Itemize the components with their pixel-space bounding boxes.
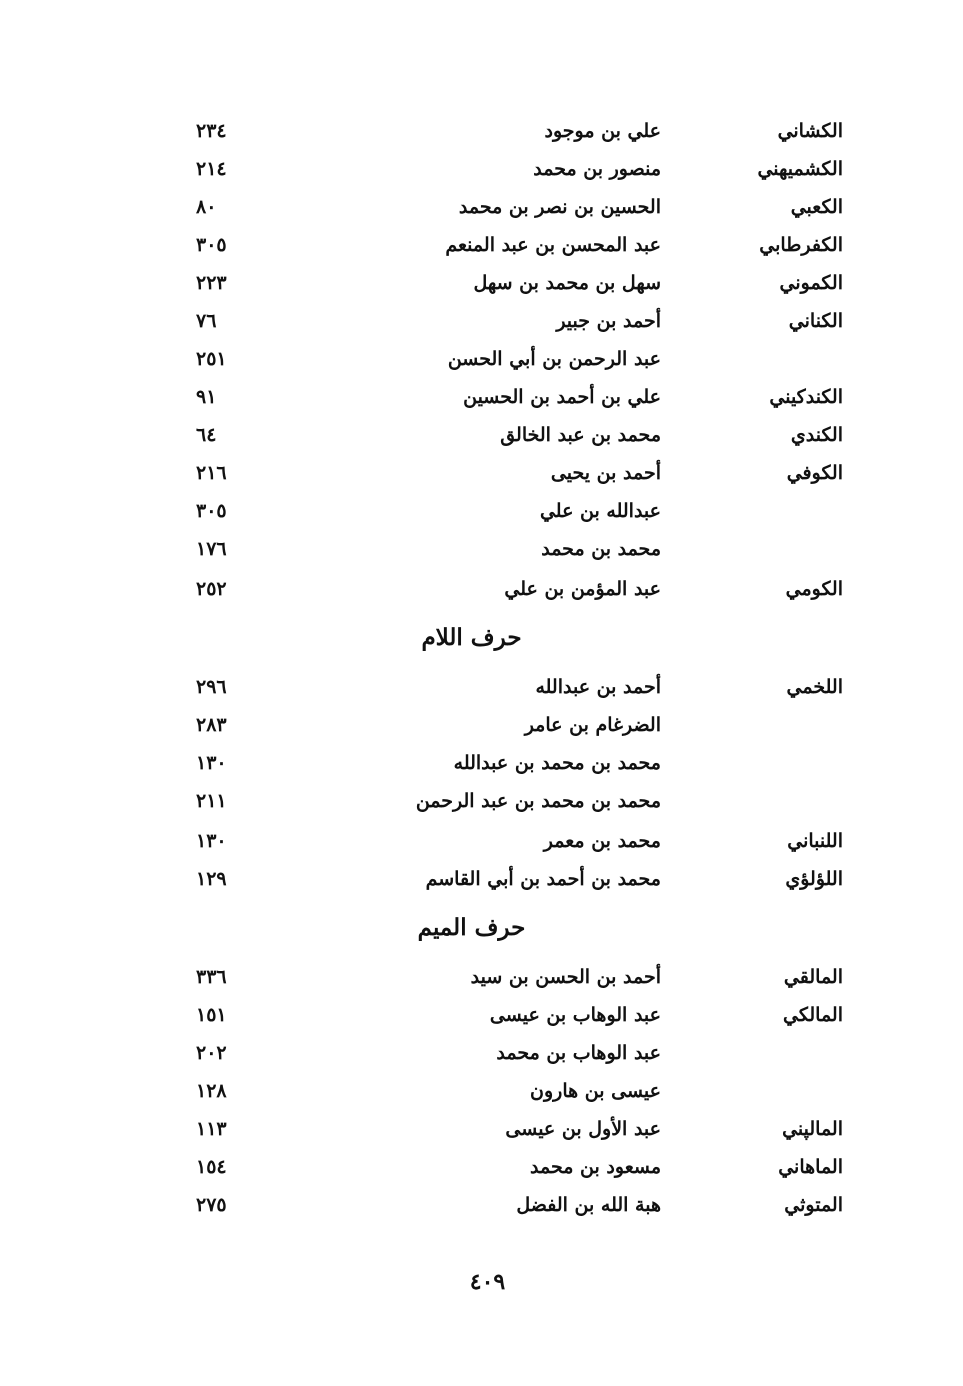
index-entry	[0, 454, 963, 492]
page-reference: ٢٥١	[196, 348, 227, 370]
index-entry	[0, 150, 963, 188]
person-name: أحمد بن يحيى	[550, 462, 661, 484]
index-entry	[0, 264, 963, 302]
person-name: محمد بن عبد الخالق	[500, 424, 661, 446]
index-entry	[0, 492, 963, 530]
page-reference: ١٣٠	[196, 830, 227, 852]
index-entry	[0, 112, 963, 150]
page-reference: ٢٨٣	[196, 714, 227, 736]
nisba-label: الماهاني	[778, 1156, 843, 1178]
person-name: محمد بن محمد	[541, 538, 661, 560]
person-name: عبد الوهاب بن عيسى	[489, 1004, 661, 1026]
page-reference: ٣٠٥	[196, 500, 227, 522]
person-name: أحمد بن عبدالله	[535, 676, 661, 698]
index-entry	[0, 340, 963, 378]
section-heading-text: حرف اللام	[421, 624, 522, 651]
index-entry	[0, 706, 963, 744]
person-name: علي بن موجود	[544, 120, 661, 142]
page-reference: ٢٥٢	[196, 578, 227, 600]
index-entry	[0, 744, 963, 782]
nisba-label: اللخمي	[786, 676, 843, 698]
person-name: عبد الوهاب بن محمد	[496, 1042, 661, 1064]
page-reference: ٣٠٥	[196, 234, 227, 256]
person-name: علي بن أحمد بن الحسين	[463, 386, 661, 408]
page-reference: ١٥١	[196, 1004, 227, 1026]
page-reference: ٢٣٤	[196, 120, 227, 142]
nisba-label: الكندكيني	[769, 386, 843, 408]
page-reference: ٢١٤	[196, 158, 227, 180]
index-entry	[0, 188, 963, 226]
nisba-label: المتوثي	[784, 1194, 843, 1216]
index-entry	[0, 226, 963, 264]
nisba-label: الكندي	[790, 424, 843, 446]
nisba-label: الكناني	[788, 310, 843, 332]
person-name: الحسين بن نصر بن محمد	[458, 196, 661, 218]
nisba-label: الكعبي	[790, 196, 843, 218]
person-name: محمد بن أحمد بن أبي القاسم	[425, 868, 661, 890]
page-reference: ١١٣	[196, 1118, 227, 1140]
person-name: هبة الله بن الفضل	[516, 1194, 661, 1216]
person-name: عبد المحسن بن عبد المنعم	[445, 234, 661, 256]
page-reference: ٢٢٣	[196, 272, 227, 294]
nisba-label: الكشاني	[777, 120, 843, 142]
index-entry	[0, 570, 963, 608]
person-name: عبد الرحمن بن أبي الحسن	[447, 348, 661, 370]
index-entry	[0, 378, 963, 416]
page-reference: ٣٣٦	[196, 966, 227, 988]
index-entry	[0, 1148, 963, 1186]
page-reference: ٧٦	[196, 310, 217, 332]
index-entry	[0, 1072, 963, 1110]
index-entry	[0, 958, 963, 996]
page-reference: ١٢٩	[196, 868, 227, 890]
index-entry	[0, 668, 963, 706]
person-name: محمد بن معمر	[543, 830, 661, 852]
page-reference: ١٢٨	[196, 1080, 227, 1102]
index-entry	[0, 996, 963, 1034]
nisba-label: الكموني	[779, 272, 843, 294]
person-name: الضرغام بن عامر	[524, 714, 661, 736]
nisba-label: الكفرطابي	[759, 234, 843, 256]
index-entry	[0, 416, 963, 454]
nisba-label: الكشميهني	[757, 158, 843, 180]
index-entry	[0, 822, 963, 860]
page-reference: ٢٧٥	[196, 1194, 227, 1216]
nisba-label: الكومي	[785, 578, 843, 600]
nisba-label: اللنباني	[787, 830, 843, 852]
index-entry	[0, 302, 963, 340]
nisba-label: الكوفي	[786, 462, 843, 484]
index-entry	[0, 530, 963, 568]
person-name: أحمد بن جبير	[556, 310, 661, 332]
nisba-label: المالكي	[783, 1004, 843, 1026]
index-entry	[0, 1186, 963, 1224]
person-name: عبدالله بن علي	[539, 500, 661, 522]
page-reference: ٢٠٢	[196, 1042, 227, 1064]
person-name: منصور بن محمد	[533, 158, 661, 180]
page-reference: ١٥٤	[196, 1156, 227, 1178]
person-name: سهل بن محمد بن سهل	[473, 272, 661, 294]
nisba-label: المالپني	[782, 1118, 843, 1140]
person-name: عبد المؤمن بن علي	[504, 578, 661, 600]
page-reference: ٨٠	[196, 196, 217, 218]
person-name: محمد بن محمد بن عبد الرحمن	[415, 790, 661, 812]
page-number	[0, 1262, 963, 1302]
section-heading-mim	[0, 908, 963, 948]
index-entry	[0, 860, 963, 898]
page-reference: ٢٩٦	[196, 676, 227, 698]
page-reference: ١٧٦	[196, 538, 227, 560]
person-name: محمد بن محمد بن عبدالله	[453, 752, 661, 774]
section-heading-lam	[0, 618, 963, 658]
index-entry	[0, 782, 963, 820]
person-name: مسعود بن محمد	[530, 1156, 661, 1178]
person-name: أحمد بن الحسن بن سيد	[470, 966, 661, 988]
index-entry	[0, 1034, 963, 1072]
page-reference: ٦٤	[196, 424, 217, 446]
index-entry	[0, 1110, 963, 1148]
nisba-label: المالقي	[783, 966, 843, 988]
page-reference: ٢١١	[196, 790, 227, 812]
section-heading-text: حرف الميم	[417, 914, 526, 941]
person-name: عيسى بن هارون	[530, 1080, 661, 1102]
nisba-label: اللؤلؤي	[785, 868, 843, 890]
person-name: عبد الأول بن عيسى	[505, 1118, 661, 1140]
page-reference: ١٣٠	[196, 752, 227, 774]
page-reference: ٩١	[196, 386, 217, 408]
page-number-text: ٤٠٩	[469, 1269, 506, 1295]
page-reference: ٢١٦	[196, 462, 227, 484]
